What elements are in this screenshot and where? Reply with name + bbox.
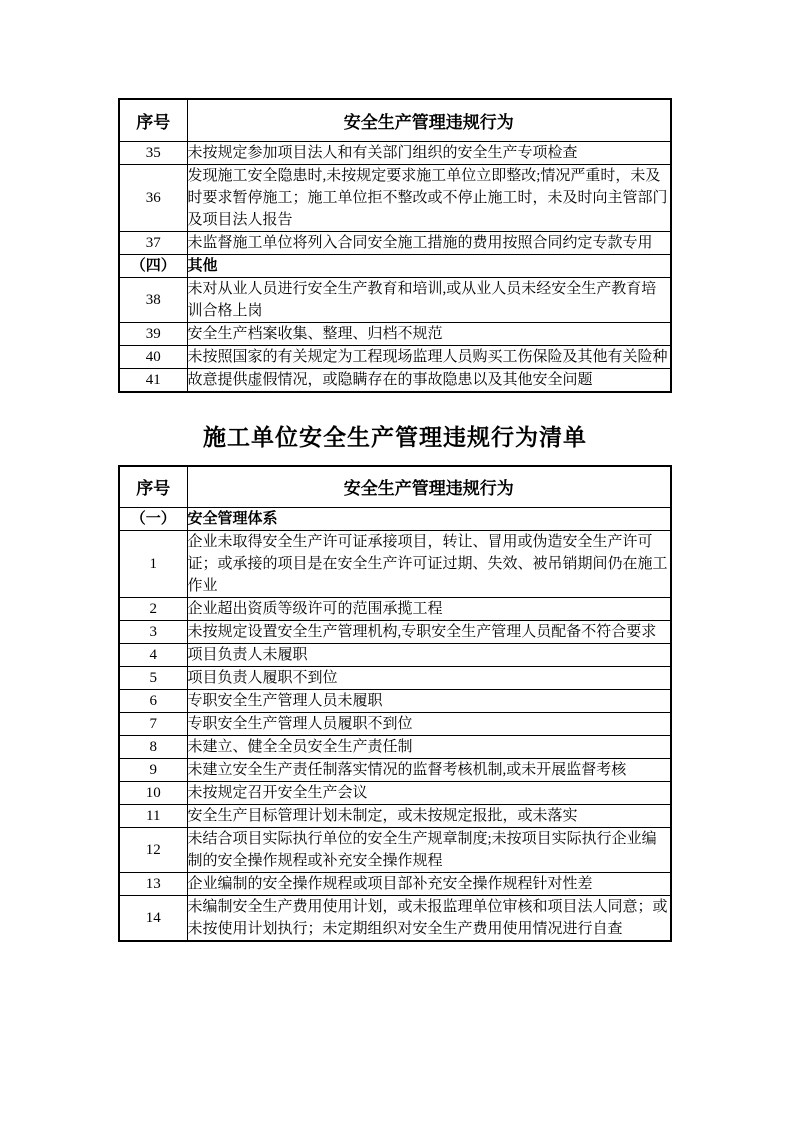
row-number-cell: 2 bbox=[119, 598, 187, 621]
table-row bbox=[119, 828, 671, 873]
row-violation-cell: 发现施工安全隐患时,未按规定要求施工单位立即整改;情况严重时，未及时要求暂停施工；施工单位拒不整改或不停止施工时，未及时向主管部门及项目法人报告 bbox=[187, 164, 671, 231]
row-violation-cell: 企业未取得安全生产许可证承接项目，转让、冒用或伪造安全生产许可证；或承接的项目是在安全生产许可证过期、失效、被吊销期间仍在施工作业 bbox=[187, 531, 671, 598]
row-number-cell: 5 bbox=[119, 667, 187, 690]
row-number-cell: 40 bbox=[119, 345, 187, 368]
row-number-cell: 12 bbox=[119, 828, 187, 873]
row-number-cell: 9 bbox=[119, 759, 187, 782]
row-violation-cell: 企业编制的安全操作规程或项目部补充安全操作规程针对性差 bbox=[187, 873, 671, 896]
section-row bbox=[119, 508, 671, 531]
row-violation-cell: 未按照国家的有关规定为工程现场监理人员购买工伤保险及其他有关险种 bbox=[187, 345, 671, 368]
table-header-row bbox=[119, 99, 671, 141]
table-row bbox=[119, 277, 671, 322]
row-violation-cell: 专职安全生产管理人员履职不到位 bbox=[187, 713, 671, 736]
table-row bbox=[119, 598, 671, 621]
row-number-cell: 8 bbox=[119, 736, 187, 759]
table-row bbox=[119, 690, 671, 713]
row-violation-cell: 未按规定参加项目法人和有关部门组织的安全生产专项检查 bbox=[187, 141, 671, 164]
col-header-number: 序号 bbox=[119, 466, 187, 508]
row-number-cell: （四） bbox=[119, 254, 187, 277]
row-violation-cell: 其他 bbox=[187, 254, 671, 277]
table-row bbox=[119, 164, 671, 231]
col-header-violation: 安全生产管理违规行为 bbox=[187, 466, 671, 508]
col-header-violation: 安全生产管理违规行为 bbox=[187, 99, 671, 141]
table-row bbox=[119, 782, 671, 805]
table-row bbox=[119, 873, 671, 896]
row-violation-cell: 未按规定设置安全生产管理机构,专职安全生产管理人员配备不符合要求 bbox=[187, 621, 671, 644]
row-number-cell: 10 bbox=[119, 782, 187, 805]
contractor-table-title: 施工单位安全生产管理违规行为清单 bbox=[203, 424, 587, 450]
table-row bbox=[119, 345, 671, 368]
row-number-cell: 14 bbox=[119, 896, 187, 942]
row-violation-cell: 专职安全生产管理人员未履职 bbox=[187, 690, 671, 713]
table-row bbox=[119, 141, 671, 164]
row-violation-cell: 项目负责人履职不到位 bbox=[187, 667, 671, 690]
row-number-cell: 6 bbox=[119, 690, 187, 713]
table-row bbox=[119, 713, 671, 736]
row-number-cell: 4 bbox=[119, 644, 187, 667]
row-violation-cell: 故意提供虚假情况，或隐瞒存在的事故隐患以及其他安全问题 bbox=[187, 368, 671, 392]
table-row bbox=[119, 805, 671, 828]
table-row bbox=[119, 896, 671, 942]
row-violation-cell: 未编制安全生产费用使用计划，或未报监理单位审核和项目法人同意；或未按使用计划执行；未定期组织对安全生产费用使用情况进行自查 bbox=[187, 896, 671, 942]
table-row bbox=[119, 759, 671, 782]
table-row bbox=[119, 736, 671, 759]
table-row bbox=[119, 531, 671, 598]
row-number-cell: 38 bbox=[119, 277, 187, 322]
table-row bbox=[119, 322, 671, 345]
row-violation-cell: 企业超出资质等级许可的范围承揽工程 bbox=[187, 598, 671, 621]
row-number-cell: 35 bbox=[119, 141, 187, 164]
contractor-violation-table bbox=[118, 465, 672, 943]
table-row bbox=[119, 667, 671, 690]
row-number-cell: 13 bbox=[119, 873, 187, 896]
row-number-cell: 11 bbox=[119, 805, 187, 828]
row-violation-cell: 未监督施工单位将列入合同安全施工措施的费用按照合同约定专款专用 bbox=[187, 231, 671, 254]
row-violation-cell: 安全管理体系 bbox=[187, 508, 671, 531]
table-row bbox=[119, 644, 671, 667]
table-row bbox=[119, 231, 671, 254]
table-header-row bbox=[119, 466, 671, 508]
row-violation-cell: 安全生产目标管理计划未制定，或未按规定报批，或未落实 bbox=[187, 805, 671, 828]
supervision-violation-table bbox=[118, 98, 672, 393]
row-number-cell: 39 bbox=[119, 322, 187, 345]
table-row bbox=[119, 368, 671, 392]
row-number-cell: 41 bbox=[119, 368, 187, 392]
row-number-cell: 37 bbox=[119, 231, 187, 254]
row-violation-cell: 未建立安全生产责任制落实情况的监督考核机制,或未开展监督考核 bbox=[187, 759, 671, 782]
row-violation-cell: 未按规定召开安全生产会议 bbox=[187, 782, 671, 805]
row-violation-cell: 安全生产档案收集、整理、归档不规范 bbox=[187, 322, 671, 345]
row-number-cell: 1 bbox=[119, 531, 187, 598]
row-number-cell: 3 bbox=[119, 621, 187, 644]
table-row bbox=[119, 621, 671, 644]
col-header-number: 序号 bbox=[119, 99, 187, 141]
row-violation-cell: 项目负责人未履职 bbox=[187, 644, 671, 667]
row-number-cell: （一） bbox=[119, 508, 187, 531]
row-number-cell: 7 bbox=[119, 713, 187, 736]
row-number-cell: 36 bbox=[119, 164, 187, 231]
row-violation-cell: 未对从业人员进行安全生产教育和培训,或从业人员未经安全生产教育培训合格上岗 bbox=[187, 277, 671, 322]
row-violation-cell: 未建立、健全全员安全生产责任制 bbox=[187, 736, 671, 759]
row-violation-cell: 未结合项目实际执行单位的安全生产规章制度;未按项目实际执行企业编制的安全操作规程或补充安全操作规程 bbox=[187, 828, 671, 873]
section-row bbox=[119, 254, 671, 277]
